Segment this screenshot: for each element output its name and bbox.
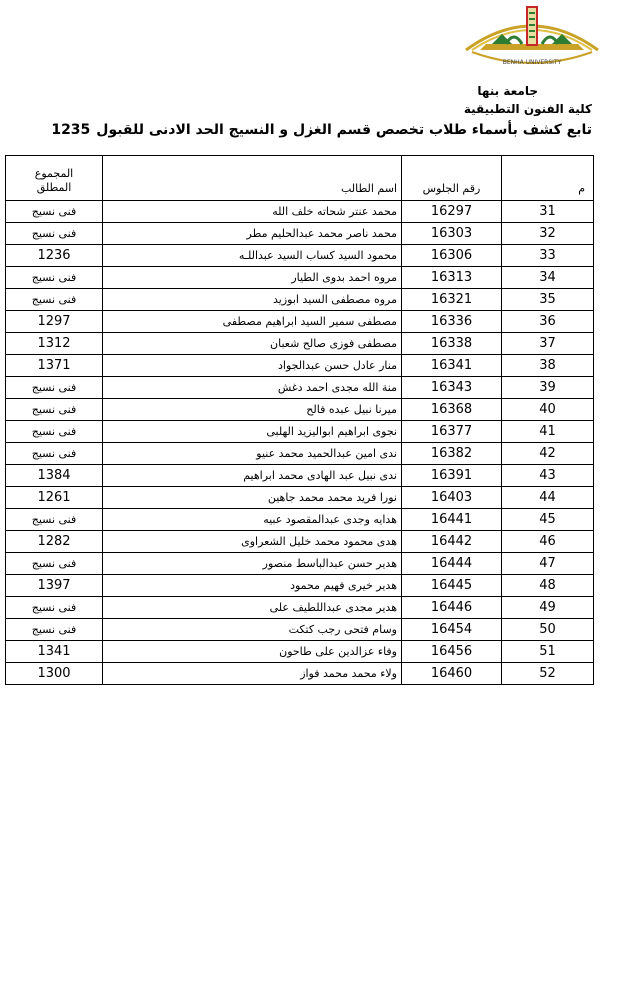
table-row xyxy=(6,509,594,531)
cell-total-score: 1341 xyxy=(6,641,103,663)
table-row xyxy=(6,267,594,289)
cell-seat-number: 16382 xyxy=(402,443,502,465)
cell-serial: 45 xyxy=(502,509,594,531)
cell-total-score: فنى نسيج xyxy=(6,443,103,465)
table-row xyxy=(6,575,594,597)
cell-seat-number: 16338 xyxy=(402,333,502,355)
cell-student-name: ميرنا نبيل عبده فالح xyxy=(103,399,402,421)
cell-total-score: فنى نسيج xyxy=(6,201,103,223)
cell-seat-number: 16377 xyxy=(402,421,502,443)
cell-seat-number: 16460 xyxy=(402,663,502,685)
cell-serial: 47 xyxy=(502,553,594,575)
cell-serial: 31 xyxy=(502,201,594,223)
table-row xyxy=(6,399,594,421)
cell-serial: 42 xyxy=(502,443,594,465)
header-seat-number: رقم الجلوس xyxy=(402,156,502,201)
table-row xyxy=(6,597,594,619)
table-row xyxy=(6,487,594,509)
cell-total-score: فنى نسيج xyxy=(6,377,103,399)
cell-serial: 40 xyxy=(502,399,594,421)
cell-student-name: مروه احمد بدوى الطيار xyxy=(103,267,402,289)
cell-total-score: فنى نسيج xyxy=(6,399,103,421)
cell-student-name: هدير مجدى عبداللطيف على xyxy=(103,597,402,619)
cell-student-name: هدايه وجدى عبدالمقصود عبيه xyxy=(103,509,402,531)
cell-student-name: هدى محمود محمد خليل الشعراوى xyxy=(103,531,402,553)
table-row xyxy=(6,311,594,333)
cell-seat-number: 16403 xyxy=(402,487,502,509)
cell-seat-number: 16313 xyxy=(402,267,502,289)
table-row xyxy=(6,223,594,245)
cell-student-name: هدير خيرى فهيم محمود xyxy=(103,575,402,597)
table-row xyxy=(6,245,594,267)
cell-serial: 44 xyxy=(502,487,594,509)
list-title xyxy=(38,122,592,142)
cell-seat-number: 16446 xyxy=(402,597,502,619)
header-serial: م xyxy=(502,156,594,201)
faculty-name: كلية الفنون التطبيقية xyxy=(463,102,592,116)
cell-student-name: محمود السيد كساب السيد عبداللـه xyxy=(103,245,402,267)
cell-serial: 49 xyxy=(502,597,594,619)
cell-total-score: فنى نسيج xyxy=(6,597,103,619)
cell-total-score: 1297 xyxy=(6,311,103,333)
cell-student-name: هدير حسن عبدالباسط منصور xyxy=(103,553,402,575)
cell-total-score: 1236 xyxy=(6,245,103,267)
cell-student-name: محمد عنتر شحاته خلف الله xyxy=(103,201,402,223)
cell-student-name: منار عادل حسن عبدالجواد xyxy=(103,355,402,377)
cell-serial: 35 xyxy=(502,289,594,311)
table-row xyxy=(6,663,594,685)
table-row xyxy=(6,421,594,443)
table-row xyxy=(6,201,594,223)
cell-student-name: ولاء محمد محمد فواز xyxy=(103,663,402,685)
table-row xyxy=(6,443,594,465)
cell-seat-number: 16454 xyxy=(402,619,502,641)
cell-total-score: فنى نسيج xyxy=(6,223,103,245)
table-row xyxy=(6,377,594,399)
cell-seat-number: 16297 xyxy=(402,201,502,223)
cell-seat-number: 16441 xyxy=(402,509,502,531)
table-header-row xyxy=(6,156,594,201)
cell-total-score: 1312 xyxy=(6,333,103,355)
cell-student-name: مروه مصطفى السيد ابوزيد xyxy=(103,289,402,311)
table-row xyxy=(6,465,594,487)
header-student-name: اسم الطالب xyxy=(103,156,402,201)
students-table xyxy=(5,155,594,685)
university-name: جامعة بنها xyxy=(477,84,538,98)
table-row xyxy=(6,531,594,553)
table-row xyxy=(6,553,594,575)
table-row xyxy=(6,641,594,663)
cell-serial: 41 xyxy=(502,421,594,443)
cell-seat-number: 16391 xyxy=(402,465,502,487)
header-total-score: المجموع المطلق xyxy=(6,156,103,201)
cell-seat-number: 16445 xyxy=(402,575,502,597)
table-row xyxy=(6,289,594,311)
cell-total-score: 1282 xyxy=(6,531,103,553)
cell-total-score: فنى نسيج xyxy=(6,509,103,531)
cell-serial: 51 xyxy=(502,641,594,663)
cell-serial: 36 xyxy=(502,311,594,333)
benha-university-logo xyxy=(462,4,602,72)
cell-student-name: ندى نبيل عبد الهادى محمد ابراهيم xyxy=(103,465,402,487)
cell-student-name: منة الله مجدى احمد دغش xyxy=(103,377,402,399)
cell-student-name: وسام فتحى رجب كتكت xyxy=(103,619,402,641)
cell-seat-number: 16306 xyxy=(402,245,502,267)
cell-total-score: فنى نسيج xyxy=(6,267,103,289)
cell-seat-number: 16343 xyxy=(402,377,502,399)
cell-student-name: مصطفى سمير السيد ابراهيم مصطفى xyxy=(103,311,402,333)
cell-serial: 39 xyxy=(502,377,594,399)
cell-student-name: نجوى ابراهيم ابواليزيد الهلبى xyxy=(103,421,402,443)
cell-seat-number: 16456 xyxy=(402,641,502,663)
cell-serial: 38 xyxy=(502,355,594,377)
cell-serial: 32 xyxy=(502,223,594,245)
cell-total-score: فنى نسيج xyxy=(6,421,103,443)
cell-total-score: 1397 xyxy=(6,575,103,597)
cell-seat-number: 16444 xyxy=(402,553,502,575)
table-row xyxy=(6,355,594,377)
cell-serial: 48 xyxy=(502,575,594,597)
cell-total-score: 1300 xyxy=(6,663,103,685)
cell-serial: 52 xyxy=(502,663,594,685)
cell-seat-number: 16336 xyxy=(402,311,502,333)
cell-seat-number: 16442 xyxy=(402,531,502,553)
cell-total-score: 1371 xyxy=(6,355,103,377)
cell-serial: 37 xyxy=(502,333,594,355)
table-row xyxy=(6,333,594,355)
cell-student-name: نورا فريد محمد محمد جاهين xyxy=(103,487,402,509)
cell-total-score: فنى نسيج xyxy=(6,289,103,311)
cell-student-name: ندى امين عبدالحميد محمد عنيو xyxy=(103,443,402,465)
cell-total-score: 1384 xyxy=(6,465,103,487)
cell-serial: 46 xyxy=(502,531,594,553)
cell-serial: 43 xyxy=(502,465,594,487)
svg-text:BENHA UNIVERSITY: BENHA UNIVERSITY xyxy=(502,59,562,66)
minimum-admission-score: 1235 xyxy=(51,122,91,138)
cell-serial: 50 xyxy=(502,619,594,641)
cell-total-score: 1261 xyxy=(6,487,103,509)
cell-seat-number: 16341 xyxy=(402,355,502,377)
cell-serial: 34 xyxy=(502,267,594,289)
cell-total-score: فنى نسيج xyxy=(6,553,103,575)
cell-student-name: وفاء عزالدين على طاحون xyxy=(103,641,402,663)
cell-seat-number: 16303 xyxy=(402,223,502,245)
cell-total-score: فنى نسيج xyxy=(6,619,103,641)
table-row xyxy=(6,619,594,641)
cell-seat-number: 16368 xyxy=(402,399,502,421)
list-title-text: تابع كشف بأسماء طلاب تخصص قسم الغزل و النسيج الحد الادنى للقبول xyxy=(96,122,592,138)
cell-student-name: مصطفى فوزى صالح شعبان xyxy=(103,333,402,355)
cell-seat-number: 16321 xyxy=(402,289,502,311)
cell-student-name: محمد ناصر محمد عبدالحليم مطر xyxy=(103,223,402,245)
cell-serial: 33 xyxy=(502,245,594,267)
